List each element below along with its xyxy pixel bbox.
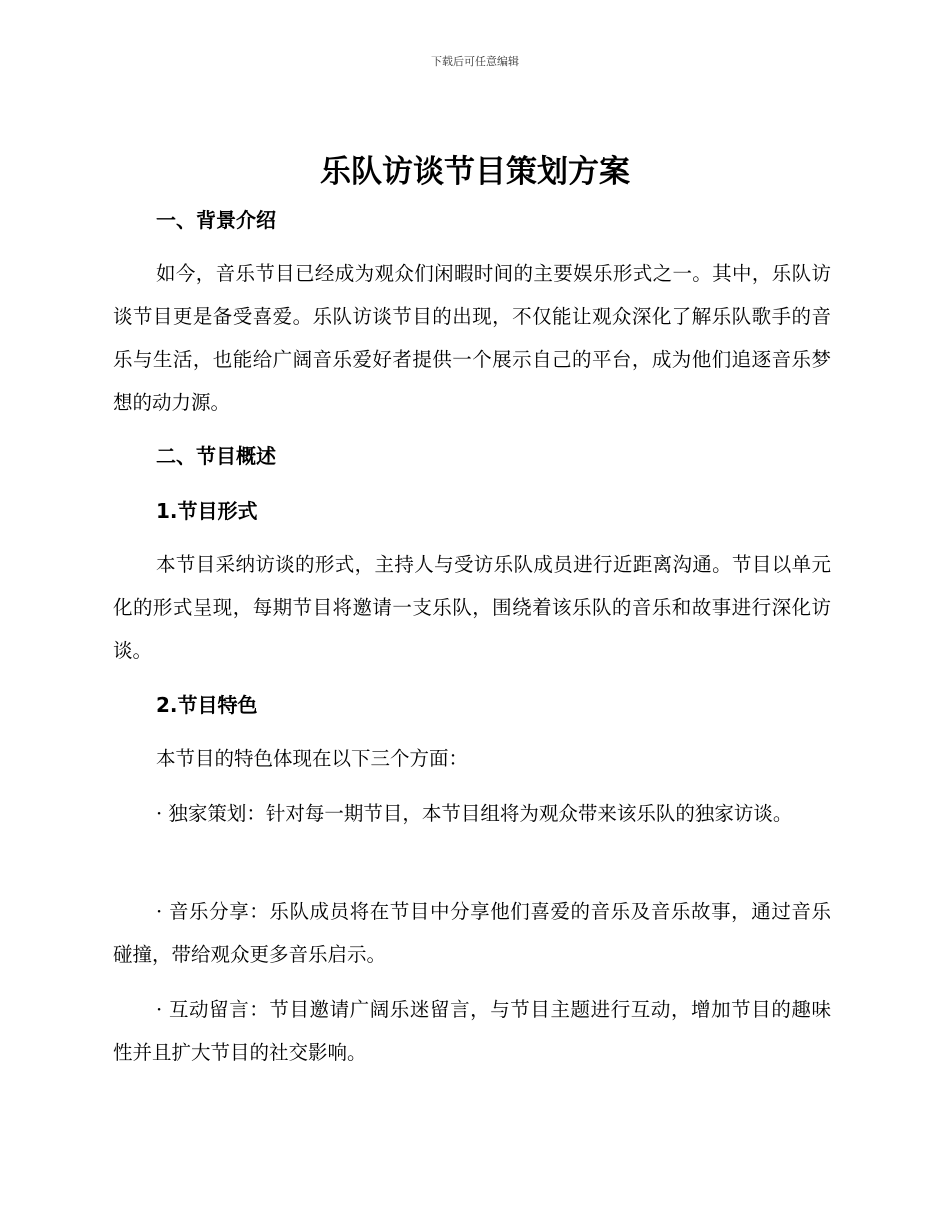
section-heading-background: 一、背景介绍 bbox=[156, 208, 276, 232]
background-paragraph: 如今，音乐节目已经成为观众们闲暇时间的主要娱乐形式之一。其中，乐队访谈节目更是备受喜爱。乐队访谈节目的出现，不仅能让观众深化了解乐队歌手的音乐与生活，也能给广阔音乐爱好者提供一个展示自己的平台，成为他们追逐音乐梦想的动力源。 bbox=[113, 262, 831, 414]
subheading-features: 2.节目特色 bbox=[156, 693, 258, 717]
subheading-format: 1.节目形式 bbox=[156, 499, 258, 523]
header-note: 下载后可任意编辑 bbox=[431, 55, 519, 68]
format-paragraph: 本节目采纳访谈的形式，主持人与受访乐队成员进行近距离沟通。节目以单元化的形式呈现，每期节目将邀请一支乐队，围绕着该乐队的音乐和故事进行深化访谈。 bbox=[113, 553, 831, 662]
feature-item-interaction: · 互动留言：节目邀请广阔乐迷留言，与节目主题进行互动，增加节目的趣味性并且扩大节目的社交影响。 bbox=[113, 998, 831, 1064]
document-title: 乐队访谈节目策划方案 bbox=[320, 154, 630, 190]
section-heading-overview: 二、节目概述 bbox=[156, 444, 276, 468]
feature-item-music-sharing: · 音乐分享：乐队成员将在节目中分享他们喜爱的音乐及音乐故事，通过音乐碰撞，带给观众更多音乐启示。 bbox=[113, 900, 831, 966]
features-intro: 本节目的特色体现在以下三个方面： bbox=[156, 747, 469, 770]
feature-item-exclusive: · 独家策划：针对每一期节目，本节目组将为观众带来该乐队的独家访谈。 bbox=[156, 802, 793, 825]
